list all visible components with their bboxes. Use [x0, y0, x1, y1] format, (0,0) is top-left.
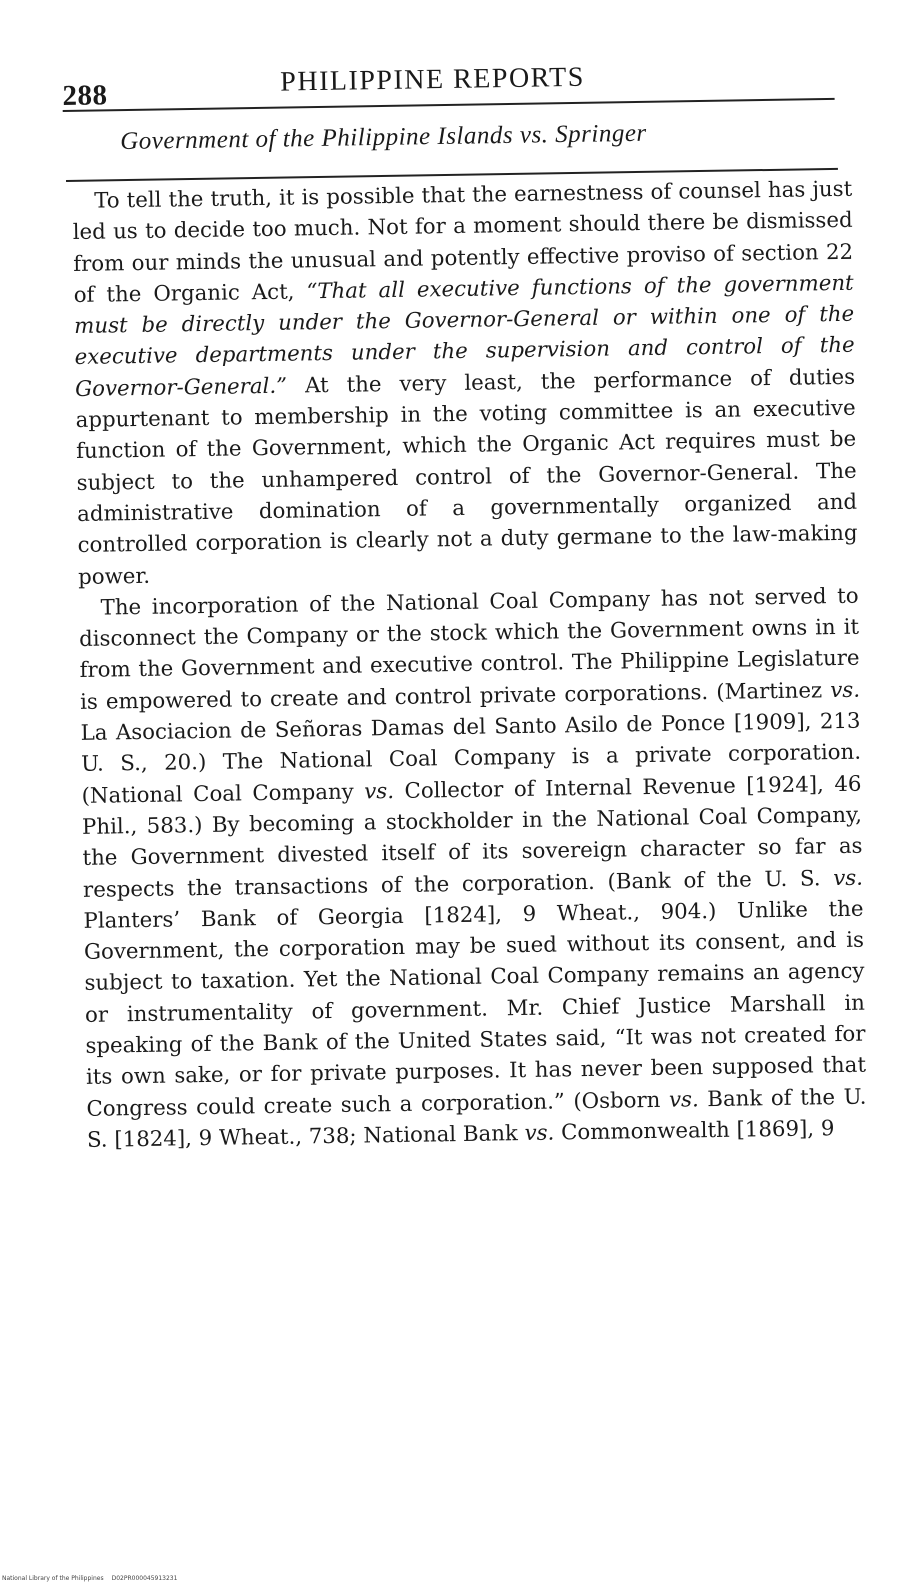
scan-footer: [2, 1575, 177, 1582]
case-title: Government of the Philippine Islands vs. Springer: [120, 119, 647, 155]
page-number: 288: [62, 79, 108, 112]
header-rule: [63, 98, 835, 112]
versus-abbrev: vs.: [524, 1120, 555, 1146]
body-text: [72, 174, 867, 1156]
versus-abbrev: vs.: [833, 865, 864, 891]
running-title: PHILIPPINE REPORTS: [280, 61, 586, 98]
organic-act-quote: “That all executive functions of the government must be directly under the Governor-General or within one of the executive departments under the supervision and control of the Governor-General.”: [74, 270, 855, 402]
paragraph-1: To tell the truth, it is possible that the earnestness of counsel has just led us to decide too much. Not for a moment should there be dismissed from our minds the unusual and potently effective proviso of section 22 of the Organic Act, “That all executive functions of the government must be directly under the Governor-General or within one of the executive departments under the supervision and control of the Governor-General.” At the very least, the performance of duties appurtenant to membership in the voting committee is an executive function of the Government, which the Organic Act requires must be subject to the unhampered control of the Governor-General. The administrative domination of a governmentally organized and controlled corporation is clearly not a duty germane to the law-making power.: [72, 176, 858, 590]
scan-identifier: D02PR000045913231: [111, 1575, 178, 1582]
page-header: [62, 54, 835, 112]
paragraph-2: The incorporation of the National Coal Company has not served to disconnect the Company or the stock which the Government owns in it from the Government and executive control. The Philippine Legislature is empowered to create and control private corporations. (Martinez vs. La Asociacion de Señoras Damas del Santo Asilo de Ponce [1909], 213 U. S., 20.) The National Coal Company is a private corporation. (National Coal Company vs. Collector of Internal Revenue [1924], 46 Phil., 583.) By becoming a stockholder in the National Coal Company, the Government divested itself of its sovereign character so far as respects the transactions of the corporation. (Bank of the U. S. vs. Planters’ Bank of Georgia [1824], 9 Wheat., 904.) Unlike the Government, the corporation may be sued without its consent, and is subject to taxation. Yet the National Coal Company remains an agency or instrumentality of government. Mr. Chief Justice Marshall in speaking of the Bank of the United States said, “It was not created for its own sake, or for private purposes. It has never been supposed that Congress could create such a corporation.” (Osborn vs. Bank of the U. S. [1824], 9 Wheat., 738; National Bank vs. Commonwealth [1869], 9: [78, 583, 867, 1153]
library-name: National Library of the Philippines: [2, 1575, 104, 1582]
versus-abbrev: vs.: [668, 1086, 699, 1113]
versus-abbrev: vs.: [364, 778, 395, 805]
versus-abbrev: vs.: [830, 677, 861, 703]
